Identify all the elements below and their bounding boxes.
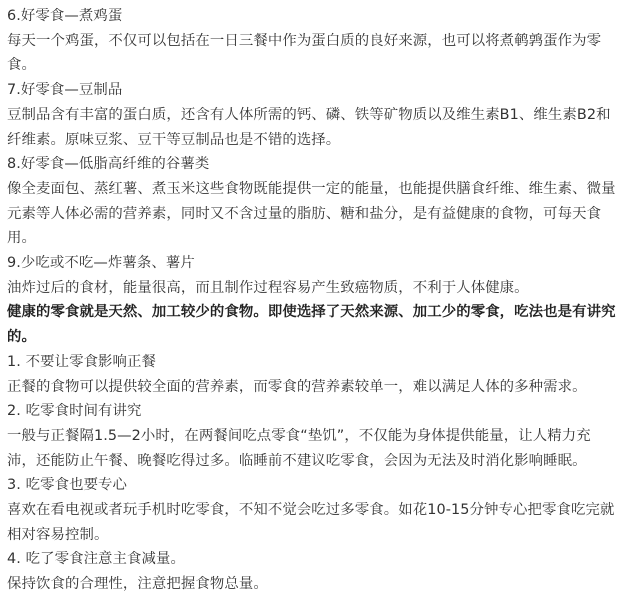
paragraph-line: 豆制品含有丰富的蛋白质，还含有人体所需的钙、磷、铁等矿物质以及维生素B1、维生素B2和 — [7, 106, 611, 123]
paragraph-line: 沛，还能防止午餐、晚餐吃得过多。临睡前不建议吃零食，会因为无法及时消化影响睡眠。 — [7, 452, 587, 469]
paragraph-line: 保持饮食的合理性，注意把握食物总量。 — [7, 576, 268, 593]
emphasis-line: 的。 — [7, 329, 36, 346]
tip-heading-1: 1. 不要让零食影响正餐 — [7, 353, 157, 370]
heading-grains-tubers: 8.好零食—低脂高纤维的谷薯类 — [7, 156, 210, 173]
paragraph-line: 相对容易控制。 — [7, 526, 109, 543]
heading-boiled-egg: 6.好零食—煮鸡蛋 — [7, 8, 123, 24]
tip-heading-3: 3. 吃零食也要专心 — [7, 477, 128, 494]
paragraph-line: 纤维素。原味豆浆、豆干等豆制品也是不错的选择。 — [7, 131, 341, 148]
paragraph-line: 油炸过后的食材，能量很高，而且制作过程容易产生致癌物质，不利于人体健康。 — [7, 279, 529, 296]
paragraph-line: 一般与正餐隔1.5—2小时，在两餐间吃点零食“垫饥”，不仅能为身体提供能量，让人精力充 — [7, 427, 591, 444]
tip-heading-4: 4. 吃了零食注意主食减量。 — [7, 551, 186, 568]
paragraph-line: 像全麦面包、蒸红薯、煮玉米这些食物既能提供一定的能量，也能提供膳食纤维、维生素、微量 — [7, 180, 616, 197]
paragraph-line: 食。 — [7, 57, 36, 74]
paragraph-line: 用。 — [7, 230, 36, 247]
tip-heading-2: 2. 吃零食时间有讲究 — [7, 403, 142, 420]
paragraph-line: 正餐的食物可以提供较全面的营养素，而零食的营养素较单一，难以满足人体的多种需求。 — [7, 378, 587, 395]
emphasis-line: 健康的零食就是天然、加工较少的食物。即使选择了天然来源、加工少的零食，吃法也是有讲究 — [7, 304, 616, 321]
paragraph-line: 喜欢在看电视或者玩手机时吃零食，不知不觉会吃过多零食。如花10-15分钟专心把零食吃完就 — [7, 502, 615, 519]
paragraph-line: 每天一个鸡蛋，不仅可以包括在一日三餐中作为蛋白质的良好来源，也可以将煮鹌鹑蛋作为零 — [7, 32, 602, 49]
paragraph-line: 元素等人体必需的营养素，同时又不含过量的脂肪、糖和盐分，是有益健康的食物，可每天食 — [7, 205, 602, 222]
heading-soy-products: 7.好零食—豆制品 — [7, 82, 123, 99]
heading-fried-snacks: 9.少吃或不吃—炸薯条、薯片 — [7, 255, 195, 272]
